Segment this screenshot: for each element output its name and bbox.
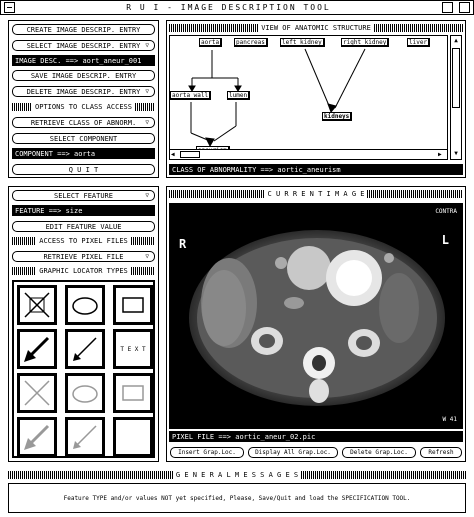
display-all-grap-loc-button[interactable]: [248, 447, 338, 458]
tree-node-kidneys[interactable]: kidneys: [322, 112, 352, 121]
feature-field[interactable]: [12, 205, 155, 216]
chevron-down-icon: ▽: [145, 253, 149, 260]
tool-cross-box[interactable]: [17, 285, 57, 325]
ellipse-light-icon: [68, 376, 102, 410]
chevron-down-icon: ▽: [145, 42, 149, 49]
tree-node-liver[interactable]: liver: [407, 38, 430, 47]
tree-node-aorta[interactable]: aorta: [199, 38, 222, 47]
messages-box: [8, 483, 466, 513]
select-entry-button[interactable]: [12, 40, 155, 51]
scroll-down-icon[interactable]: ▼: [454, 150, 458, 157]
class-abnormality-label: CLASS OF ABNORMALITY ==>: [172, 165, 274, 174]
feature-panel: [8, 186, 159, 462]
pixel-file-value: aortic_aneur_02.pic: [235, 432, 316, 441]
component-value: aorta: [74, 149, 96, 158]
select-feature-button[interactable]: [12, 190, 155, 201]
tool-cross-light[interactable]: [17, 373, 57, 413]
tree-horizontal-scrollbar[interactable]: [169, 149, 448, 160]
tree-node-right-kidney[interactable]: right_kidney: [341, 38, 389, 47]
refresh-label: Refresh: [428, 449, 454, 456]
arrow-thin-light-icon: [68, 420, 102, 454]
select-entry-label: SELECT IMAGE DESCRIP. ENTRY: [26, 41, 141, 50]
feature-value: size: [65, 206, 83, 215]
component-label: COMPONENT ==>: [15, 149, 70, 158]
tool-rectangle-light[interactable]: [113, 373, 153, 413]
tool-thick-arrow[interactable]: [17, 329, 57, 369]
marker-left: L: [441, 233, 449, 247]
ct-image-viewer[interactable]: [169, 203, 463, 429]
chevron-down-icon: ▽: [145, 192, 149, 199]
tree-connectors: [170, 36, 448, 160]
image-description-panel: [8, 20, 159, 178]
retrieve-pixel-label: RETRIEVE PIXEL FILE: [43, 252, 124, 261]
tree-node-aorta-wall[interactable]: aorta_wall: [170, 91, 211, 100]
retrieve-class-label: RETRIEVE CLASS OF ABNORM.: [30, 118, 137, 127]
title-bar: [0, 0, 474, 15]
messages-text: Feature TYPE and/or values NOT yet specified, Please, Save/Quit and load the SPECIFICATION TOOL.: [63, 494, 411, 502]
insert-grap-loc-label: Insert Grap.Loc.: [178, 449, 236, 456]
select-component-label: SELECT COMPONENT: [49, 134, 118, 143]
rectangle-icon: [116, 288, 150, 322]
select-component-button[interactable]: [12, 133, 155, 144]
pixel-file-label: PIXEL FILE ==>: [172, 432, 232, 441]
minimize-icon[interactable]: [442, 2, 453, 13]
chevron-down-icon: ▽: [145, 88, 149, 95]
corner-text: W 41: [442, 416, 457, 423]
pixel-file-field[interactable]: [169, 431, 463, 442]
window-menu-icon[interactable]: [4, 2, 15, 13]
window-title: R U I - IMAGE DESCRIPTION TOOL: [126, 3, 331, 12]
arrow-thick-light-icon: [20, 420, 54, 454]
contrast-text: CONTRA: [435, 208, 457, 215]
edit-feature-button[interactable]: [12, 221, 155, 232]
arrow-thin-icon: [68, 332, 102, 366]
scroll-left-icon[interactable]: ◀: [171, 151, 175, 158]
create-entry-button[interactable]: [12, 24, 155, 35]
current-image-panel: [166, 186, 466, 462]
quit-button[interactable]: [12, 164, 155, 175]
create-entry-label: CREATE IMAGE DESCRIP. ENTRY: [26, 25, 141, 34]
tool-thin-arrow[interactable]: [65, 329, 105, 369]
retrieve-pixel-button[interactable]: [12, 251, 155, 262]
tool-empty[interactable]: [113, 417, 153, 457]
text-tool-label: T E X T: [120, 345, 146, 353]
tool-thick-arrow-light[interactable]: [17, 417, 57, 457]
insert-grap-loc-button[interactable]: [170, 447, 244, 458]
tree-node-pancreas[interactable]: pancreas: [234, 38, 268, 47]
image-desc-value: aort_aneur_001: [82, 56, 142, 65]
scroll-up-icon[interactable]: ▲: [454, 37, 458, 44]
tree-vertical-scrollbar[interactable]: [450, 35, 462, 160]
maximize-icon[interactable]: [459, 2, 470, 13]
chevron-down-icon: ▽: [145, 119, 149, 126]
tool-thin-arrow-light[interactable]: [65, 417, 105, 457]
save-entry-label: SAVE IMAGE DESCRIP. ENTRY: [30, 71, 137, 80]
quit-label: Q U I T: [68, 165, 99, 174]
image-desc-label: IMAGE DESC. ==>: [15, 56, 79, 65]
display-all-grap-loc-label: Display All Grap.Loc.: [255, 449, 331, 456]
options-class-access-header: OPTIONS TO CLASS ACCESS: [12, 102, 155, 112]
class-abnormality-value: aortic_aneurism: [277, 165, 341, 174]
refresh-button[interactable]: [420, 447, 462, 458]
tree-view: [169, 35, 448, 160]
rectangle-light-icon: [116, 376, 150, 410]
cross-box-icon: [20, 288, 54, 322]
access-pixel-header: ACCESS TO PIXEL FILES: [12, 236, 155, 246]
image-desc-field[interactable]: [12, 55, 155, 66]
save-entry-button[interactable]: [12, 70, 155, 81]
cross-light-icon: [20, 376, 54, 410]
scroll-thumb[interactable]: [452, 48, 460, 108]
delete-entry-label: DELETE IMAGE DESCRIP. ENTRY: [26, 87, 141, 96]
ellipse-icon: [68, 288, 102, 322]
delete-grap-loc-button[interactable]: [342, 447, 416, 458]
ct-scan-image: [169, 203, 463, 429]
current-image-header: C U R R E N T I M A G E: [169, 189, 463, 199]
anatomic-header: VIEW OF ANATOMIC STRUCTURE: [169, 23, 463, 33]
tool-text[interactable]: [113, 329, 153, 369]
messages-header: G E N E R A L M E S S A G E S: [8, 470, 466, 480]
edit-feature-label: EDIT FEATURE VALUE: [45, 222, 122, 231]
tree-node-left-kidney[interactable]: left_kidney: [280, 38, 325, 47]
delete-entry-button[interactable]: [12, 86, 155, 97]
feature-label: FEATURE ==>: [15, 206, 62, 215]
select-feature-label: SELECT FEATURE: [53, 191, 113, 200]
retrieve-class-button[interactable]: [12, 117, 155, 128]
tool-ellipse[interactable]: [65, 285, 105, 325]
tool-ellipse-light[interactable]: [65, 373, 105, 413]
scroll-h-thumb[interactable]: [180, 151, 200, 158]
delete-grap-loc-label: Delete Grap.Loc.: [350, 449, 408, 456]
tree-node-lumen[interactable]: lumen: [227, 91, 250, 100]
graphic-locator-grid: [12, 280, 155, 458]
tool-rectangle[interactable]: [113, 285, 153, 325]
scroll-right-icon[interactable]: ▶: [438, 151, 442, 158]
anatomic-structure-panel: [166, 20, 466, 178]
marker-right: R: [179, 237, 187, 251]
component-field[interactable]: [12, 148, 155, 159]
arrow-thick-icon: [20, 332, 54, 366]
class-abnormality-field[interactable]: [169, 164, 463, 175]
graphic-locator-header: GRAPHIC LOCATOR TYPES: [12, 266, 155, 276]
